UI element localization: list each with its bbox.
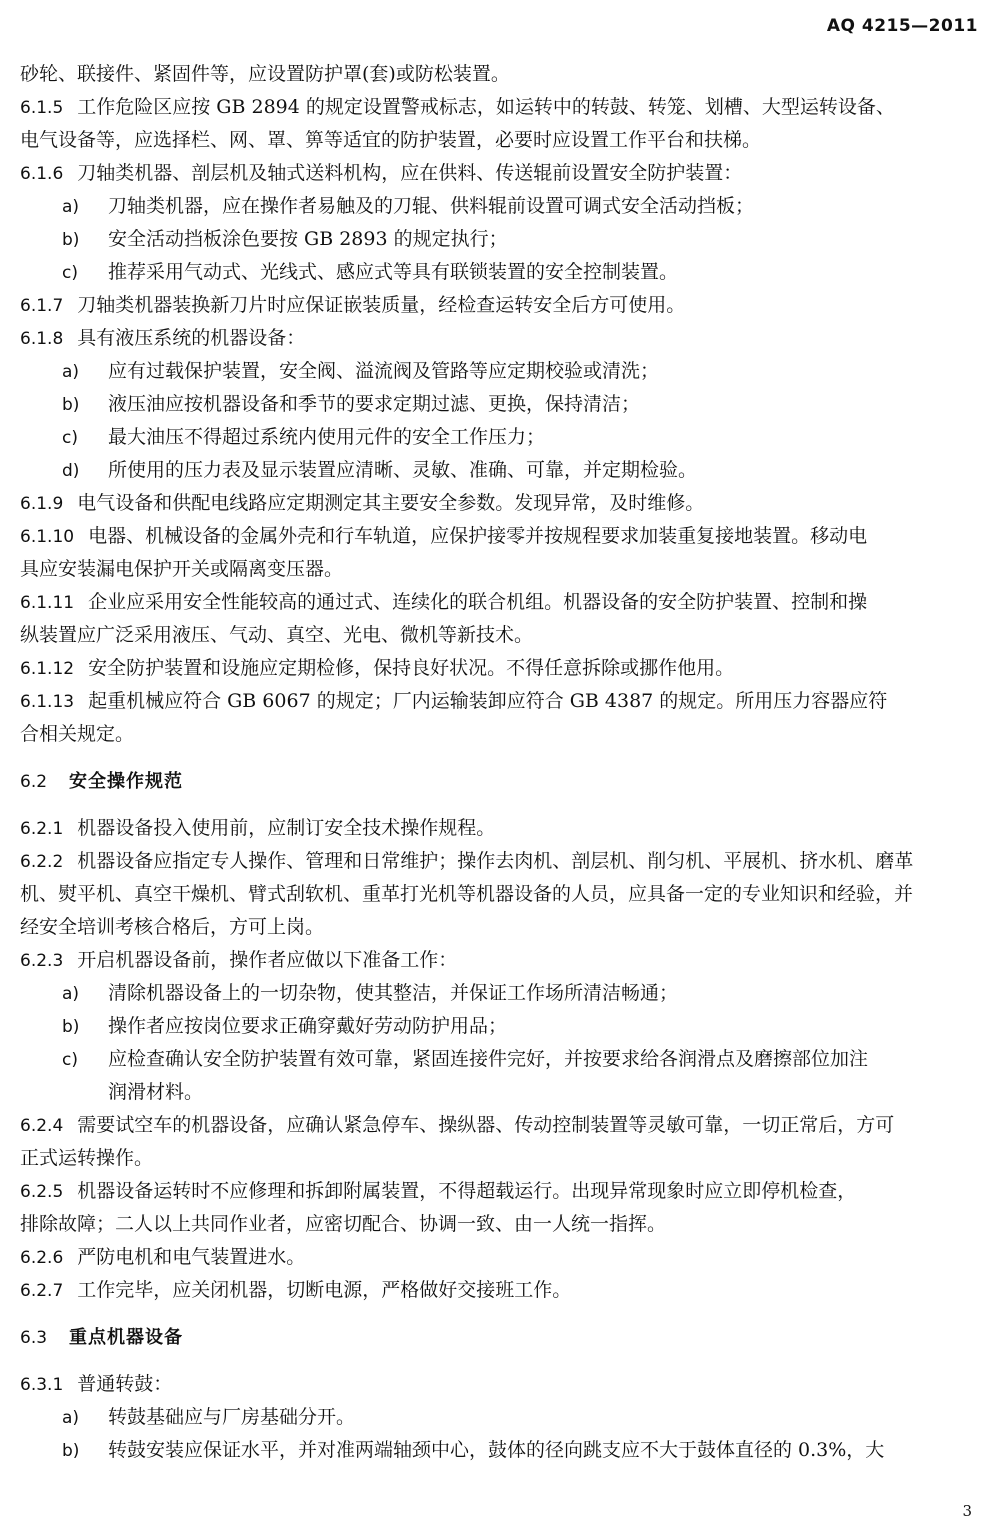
clause-line xyxy=(0,1274,1002,1307)
line-text: 刀轴类机器、剖层机及轴式送料机构，应在供料、传送辊前设置安全防护装置： xyxy=(77,162,743,184)
text-line xyxy=(0,718,1002,751)
list-item xyxy=(0,977,1002,1010)
line-text: 企业应采用安全性能较高的通过式、连续化的联合机组。机器设备的安全防护装置、控制和操 xyxy=(88,591,868,613)
list-label: b) xyxy=(62,1017,80,1037)
line-text: 清除机器设备上的一切杂物，使其整洁，并保证工作场所清洁畅通； xyxy=(108,982,679,1004)
clause-number: 6.1.10 xyxy=(20,527,75,547)
list-label: c) xyxy=(62,428,78,448)
clause-number: 6.1.7 xyxy=(20,296,64,316)
clause-line xyxy=(0,289,1002,322)
line-text: 起重机械应符合 GB 6067 的规定；厂内运输装卸应符合 GB 4387 的规定。所用压力容器应符 xyxy=(88,690,888,712)
list-item xyxy=(0,1043,1002,1076)
line-text: 液压油应按机器设备和季节的要求定期过滤、更换，保持清洁； xyxy=(108,393,641,415)
list-item xyxy=(0,1401,1002,1434)
clause-line xyxy=(0,1368,1002,1401)
list-label: d) xyxy=(62,461,80,481)
line-text: 经安全培训考核合格后，方可上岗。 xyxy=(20,916,325,938)
line-text: 机器设备运转时不应修理和拆卸附属装置，不得超载运行。出现异常现象时应立即停机检查， xyxy=(77,1180,857,1202)
clause-line xyxy=(0,812,1002,845)
clause-number: 6.3.1 xyxy=(20,1375,64,1395)
list-label: a) xyxy=(62,984,80,1004)
page-number: 3 xyxy=(962,1502,972,1520)
clause-number: 6.2.2 xyxy=(20,852,64,872)
clause-number: 6.2.4 xyxy=(20,1116,64,1136)
text-line xyxy=(0,911,1002,944)
section-heading-6-2 xyxy=(0,765,1002,798)
clause-number: 6.2.7 xyxy=(20,1281,64,1301)
line-text: 正式运转操作。 xyxy=(20,1147,154,1169)
line-text: 机器设备投入使用前，应制订安全技术操作规程。 xyxy=(77,817,496,839)
line-text: 润滑材料。 xyxy=(108,1081,204,1103)
section-6-2-body xyxy=(0,812,1002,1307)
line-text: 安全防护装置和设施应定期检修，保持良好状况。不得任意拆除或挪作他用。 xyxy=(88,657,735,679)
line-text: 转鼓安装应保证水平，并对准两端轴颈中心，鼓体的径向跳支应不大于鼓体直径的 0.3%，大 xyxy=(108,1439,885,1461)
clause-line xyxy=(0,685,1002,718)
line-text: 推荐采用气动式、光线式、感应式等具有联锁装置的安全控制装置。 xyxy=(108,261,679,283)
line-text: 工作危险区应按 GB 2894 的规定设置警戒标志，如运转中的转鼓、转笼、划槽、大型运转设备、 xyxy=(77,96,895,118)
clause-line xyxy=(0,91,1002,124)
line-text: 工作完毕，应关闭机器，切断电源，严格做好交接班工作。 xyxy=(77,1279,572,1301)
line-text: 砂轮、联接件、紧固件等，应设置防护罩(套)或防松装置。 xyxy=(20,63,510,85)
list-item xyxy=(0,421,1002,454)
document-code: AQ 4215—2011 xyxy=(826,16,978,36)
clause-number: 6.2.6 xyxy=(20,1248,64,1268)
text-line xyxy=(0,1208,1002,1241)
list-item xyxy=(0,190,1002,223)
clause-line xyxy=(0,586,1002,619)
clause-number: 6.1.5 xyxy=(20,98,64,118)
list-item xyxy=(0,223,1002,256)
line-text: 应有过载保护装置，安全阀、溢流阀及管路等应定期校验或清洗； xyxy=(108,360,660,382)
line-text: 机器设备应指定专人操作、管理和日常维护；操作去肉机、剖层机、削匀机、平展机、挤水机、磨革 xyxy=(77,850,914,872)
section-title: 重点机器设备 xyxy=(69,1327,184,1348)
list-item xyxy=(0,454,1002,487)
section-heading-6-3 xyxy=(0,1321,1002,1354)
line-text: 具应安装漏电保护开关或隔离变压器。 xyxy=(20,558,344,580)
list-label: a) xyxy=(62,362,80,382)
list-label: b) xyxy=(62,395,80,415)
line-text: 最大油压不得超过系统内使用元件的安全工作压力； xyxy=(108,426,546,448)
section-number: 6.3 xyxy=(20,1328,48,1348)
list-label: b) xyxy=(62,1441,80,1461)
clause-number: 6.2.1 xyxy=(20,819,64,839)
section-number: 6.2 xyxy=(20,772,48,792)
clause-line xyxy=(0,487,1002,520)
line-text: 电气设备等，应选择栏、网、罩、箅等适宜的防护装置，必要时应设置工作平台和扶梯。 xyxy=(20,129,762,151)
text-line xyxy=(0,58,1002,91)
line-text: 应检查确认安全防护装置有效可靠，紧固连接件完好，并按要求给各润滑点及磨擦部位加注 xyxy=(108,1048,869,1070)
clause-line xyxy=(0,944,1002,977)
list-label: a) xyxy=(62,197,80,217)
clause-number: 6.2.3 xyxy=(20,951,64,971)
list-item xyxy=(0,1434,1002,1467)
line-text: 普通转鼓： xyxy=(77,1373,173,1395)
clause-number: 6.1.9 xyxy=(20,494,64,514)
clause-line xyxy=(0,520,1002,553)
line-text: 严防电机和电气装置进水。 xyxy=(77,1246,306,1268)
line-text: 排除故障；二人以上共同作业者，应密切配合、协调一致、由一人统一指挥。 xyxy=(20,1213,667,1235)
clause-line xyxy=(0,1175,1002,1208)
section-6-3-body xyxy=(0,1368,1002,1467)
list-item xyxy=(0,256,1002,289)
list-item xyxy=(0,355,1002,388)
clause-number: 6.1.11 xyxy=(20,593,75,613)
list-label: a) xyxy=(62,1408,80,1428)
clause-line xyxy=(0,845,1002,878)
text-line xyxy=(0,1076,1002,1109)
line-text: 电气设备和供配电线路应定期测定其主要安全参数。发现异常，及时维修。 xyxy=(77,492,705,514)
text-line xyxy=(0,878,1002,911)
text-line xyxy=(0,1142,1002,1175)
clause-line xyxy=(0,1241,1002,1274)
clause-line xyxy=(0,1109,1002,1142)
text-line xyxy=(0,553,1002,586)
clause-line xyxy=(0,157,1002,190)
clause-number: 6.1.6 xyxy=(20,164,64,184)
list-item xyxy=(0,388,1002,421)
clause-number: 6.1.12 xyxy=(20,659,75,679)
section-title: 安全操作规范 xyxy=(69,771,184,792)
clause-number: 6.2.5 xyxy=(20,1182,64,1202)
line-text: 电器、机械设备的金属外壳和行车轨道，应保护接零并按规程要求加装重复接地装置。移动电 xyxy=(88,525,868,547)
text-line xyxy=(0,124,1002,157)
list-label: b) xyxy=(62,230,80,250)
section-6-1-continuation xyxy=(0,58,1002,751)
line-text: 安全活动挡板涂色要按 GB 2893 的规定执行； xyxy=(108,228,508,250)
line-text: 合相关规定。 xyxy=(20,723,135,745)
document-body xyxy=(0,58,1002,1467)
clause-number: 6.1.13 xyxy=(20,692,75,712)
line-text: 操作者应按岗位要求正确穿戴好劳动防护用品； xyxy=(108,1015,508,1037)
text-line xyxy=(0,619,1002,652)
line-text: 刀轴类机器装换新刀片时应保证嵌装质量，经检查运转安全后方可使用。 xyxy=(77,294,686,316)
list-label: c) xyxy=(62,1050,78,1070)
line-text: 开启机器设备前，操作者应做以下准备工作： xyxy=(77,949,458,971)
line-text: 具有液压系统的机器设备： xyxy=(77,327,306,349)
line-text: 机、熨平机、真空干燥机、臂式刮软机、重革打光机等机器设备的人员，应具备一定的专业知识和经验，并 xyxy=(20,883,914,905)
line-text: 转鼓基础应与厂房基础分开。 xyxy=(108,1406,356,1428)
clause-number: 6.1.8 xyxy=(20,329,64,349)
clause-line xyxy=(0,322,1002,355)
line-text: 刀轴类机器，应在操作者易触及的刀辊、供料辊前设置可调式安全活动挡板； xyxy=(108,195,755,217)
line-text: 需要试空车的机器设备，应确认紧急停车、操纵器、传动控制装置等灵敏可靠，一切正常后，方可 xyxy=(77,1114,895,1136)
clause-line xyxy=(0,652,1002,685)
line-text: 纵装置应广泛采用液压、气动、真空、光电、微机等新技术。 xyxy=(20,624,534,646)
line-text: 所使用的压力表及显示装置应清晰、灵敏、准确、可靠，并定期检验。 xyxy=(108,459,698,481)
list-item xyxy=(0,1010,1002,1043)
list-label: c) xyxy=(62,263,78,283)
